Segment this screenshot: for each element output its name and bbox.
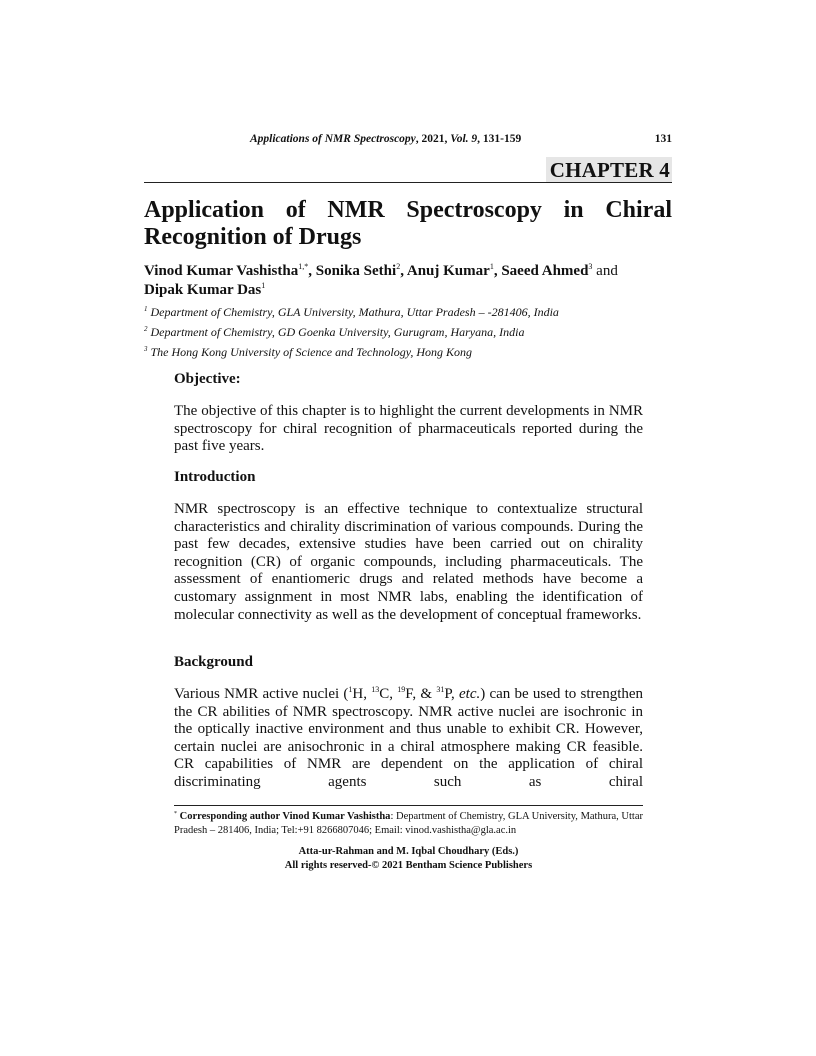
affiliation-text: Department of Chemistry, GLA University, Mathura, Uttar Pradesh – -281406, India: [150, 305, 559, 319]
author-sup: 1: [489, 262, 494, 271]
author-list: Vinod Kumar Vashistha$^{1,*}$, Sonika Sethi$^2$, Anuj Kumar$^1$, Saeed Ahmed$^3$ and Dipak Kumar Das$^1$: [144, 262, 618, 298]
nucleus-element: H: [352, 686, 364, 702]
nucleus-sup: 31: [436, 685, 445, 694]
corresponding-author-footnote: [174, 810, 643, 838]
journal-name: Applications of NMR Spectroscopy: [250, 133, 416, 145]
author-name: Saeed Ahmed: [501, 263, 589, 279]
author-sup: 2: [396, 262, 401, 271]
nucleus-sup: 19: [397, 685, 406, 694]
publisher-imprint: [174, 845, 643, 872]
nucleus-element: C: [379, 686, 390, 702]
title-line-1: Application of NMR Spectroscopy in Chiral: [144, 197, 672, 223]
author-sup: 1,*: [298, 262, 309, 271]
author-sup: 1: [261, 281, 266, 290]
author-sup: 3: [588, 262, 593, 271]
background-text-pre: Various NMR active nuclei (: [174, 686, 349, 702]
background-heading: Background: [174, 654, 253, 670]
author-name: Vinod Kumar Vashistha: [144, 263, 299, 279]
nucleus-element: P: [444, 686, 451, 702]
nucleus-element: F: [405, 686, 413, 702]
page-number: 131: [654, 133, 672, 145]
authors-conjunction: and: [596, 263, 618, 279]
chapter-divider: [144, 182, 672, 183]
objective-heading: Objective:: [174, 371, 241, 387]
objective-text: The objective of this chapter is to highlight the current developments in NMR spectroscopy for chiral recognition of pharmaceuticals reported during the past five years.: [174, 403, 643, 455]
introduction-heading: Introduction: [174, 469, 256, 485]
footnote-label: Corresponding author Vinod Kumar Vashistha: [179, 811, 391, 822]
background-text: Various NMR active nuclei ($^1$H, $^{13}$C, $^{19}$F, & $^{31}$P, etc.) can be used to strengthen the CR abilities of NMR spectroscopy. NMR active nuclei are isochronic in the optically inactive environment and thus unable to exhibit CR. However, certain nuclei are anisochronic in a chiral atmosphere making CR feasible. CR capabilities of NMR are dependent on the application of chiral discriminating agents such as chiral: [174, 685, 644, 790]
rights-line: All rights reserved-© 2021 Bentham Science Publishers: [284, 859, 533, 871]
title-line-2: Recognition of Drugs: [144, 224, 362, 250]
affiliation-text: The Hong Kong University of Science and Technology, Hong Kong: [150, 345, 473, 359]
nucleus-sup: 1: [348, 685, 353, 694]
affiliation-sup: 2: [144, 325, 148, 333]
etc-italic: etc.: [459, 686, 481, 702]
affiliation-list: [144, 302, 672, 362]
footnote-text: : Department of Chemistry, GLA University, Mathura, Uttar Pradesh – 281406, India; Tel:+91 8266807046; Email: vinod.vashistha@gla.ac.in: [174, 811, 643, 836]
journal-volume: Vol. 9: [450, 133, 478, 145]
affiliation-item: [144, 302, 672, 322]
footnote-divider: [174, 805, 643, 806]
affiliation-item: [144, 322, 672, 342]
affiliation-text: Department of Chemistry, GD Goenka University, Gurugram, Haryana, India: [150, 325, 525, 339]
chapter-title: [144, 197, 672, 251]
affiliation-item: [144, 342, 672, 362]
chapter-label: CHAPTER 4: [546, 157, 672, 182]
affiliation-sup: 3: [144, 345, 148, 353]
author-name: Sonika Sethi: [315, 263, 397, 279]
author-name: Anuj Kumar: [406, 263, 490, 279]
affiliation-sup: 1: [144, 305, 148, 313]
journal-year: 2021: [421, 133, 445, 145]
footnote-marker: *: [174, 811, 177, 817]
journal-citation: Applications of NMR Spectroscopy, 2021, Vol. 9, 131-159: [250, 133, 522, 145]
author-name: Dipak Kumar Das: [144, 282, 262, 298]
background-text-post: ) can be used to strengthen the CR abilities of NMR spectroscopy. NMR active nuclei are isochronic in the optically inactive environment and thus unable to exhibit CR. However, certain nuclei are anisochronic in a chiral atmosphere making CR feasible. CR capabilities of NMR are dependent on the application of chiral discriminating agents such as chiral: [174, 686, 644, 790]
journal-pages: 131-159: [482, 133, 522, 145]
introduction-text: NMR spectroscopy is an effective technique to contextualize structural characteristics and chirality discrimination of various compounds. During the past few decades, extensive studies have been carried out on chirality recognition (CR) of organic compounds, including pharmaceuticals. The assessment of enantiomeric drugs and related methods have become a customary assignment in most NMR labs, enabling the identification of molecular connectivity as well as the development of conceptual frameworks.: [174, 501, 643, 623]
nucleus-sup: 13: [371, 685, 380, 694]
editors-line: Atta-ur-Rahman and M. Iqbal Choudhary (Eds.): [298, 846, 519, 857]
